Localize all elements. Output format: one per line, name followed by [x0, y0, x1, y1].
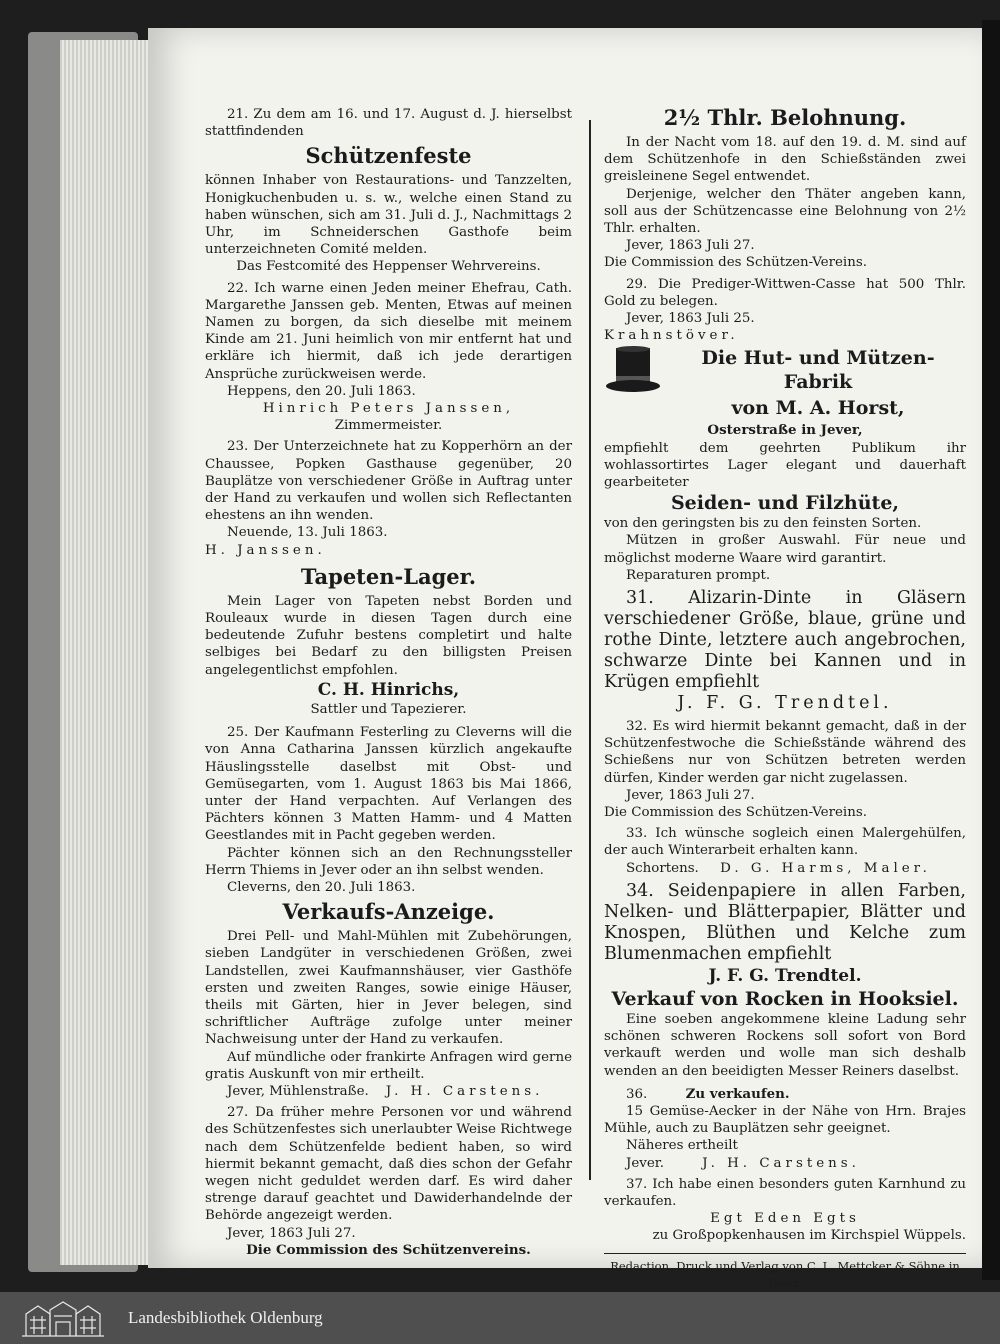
hutfabrik-body2: von den geringsten bis zu den feinsten Sorten. — [604, 516, 922, 532]
ad22-profession: Zimmermeister. — [334, 418, 443, 434]
ad31-signature: J. F. G. Trendtel. — [677, 693, 893, 714]
ad37-signature: Egt Eden Egts — [710, 1211, 860, 1227]
ad37-location: zu Großpopkenhausen im Kirchspiel Wüppels. — [652, 1228, 966, 1244]
ad33-place: Schortens. — [626, 860, 699, 876]
ad21-intro: 21. Zu dem am 16. und 17. August d. J. hierselbst stattfindenden — [205, 107, 572, 140]
ad34-signature: J. F. G. Trendtel. — [708, 965, 862, 986]
right-shadow — [982, 20, 1000, 1280]
hutfabrik-title1: Die Hut- und Mützen-Fabrik — [701, 347, 935, 394]
ad36-header — [604, 1086, 966, 1103]
imprint: Redaction, Druck und Verlag von C. L. Mettcker & Söhne in Jever. — [610, 1258, 960, 1290]
hutfabrik-heading: Seiden- und Filzhüte, — [670, 492, 900, 515]
imprint-rule — [604, 1253, 966, 1254]
ad23-signature: H. Janssen. — [205, 542, 326, 558]
ad36-heading: Zu verkaufen. — [685, 1085, 790, 1102]
page-edges — [60, 40, 152, 1265]
ad36-number: 36. — [626, 1086, 648, 1102]
hutfabrik-body4: Reparaturen prompt. — [626, 567, 771, 583]
ad33-sign-line — [604, 860, 966, 877]
ad29-body: 29. Die Prediger-Wittwen-Casse hat 500 Thlr. Gold zu belegen. — [604, 276, 966, 309]
ad36-signature: J. H. Carstens. — [702, 1155, 860, 1171]
ad33-signature: D. G. Harms, Maler. — [720, 860, 931, 876]
library-name: Landesbibliothek Oldenburg — [128, 1308, 323, 1327]
ad22-signature: Hinrich Peters Janssen, — [262, 401, 515, 417]
ad29-place: Jever, 1863 Juli 25. — [626, 311, 755, 327]
belohnung-place: Jever, 1863 Juli 27. — [626, 238, 755, 254]
ad23-body: 23. Der Unterzeichnete hat zu Kopperhörn an der Chaussee, Popken Gasthause gegenüber, 20 Bauplätze von verschiedener Größe in Auftrag unter der Hand zu verkaufen und wollen sich Reflectanten ehestens an ihn wenden. — [205, 439, 572, 524]
ad36-body: 15 Gemüse-Aecker in der Nähe von Hrn. Brajes Mühle, auch zu Bauplätzen sehr geeignet. — [604, 1103, 966, 1137]
tapeten-profession: Sattler und Tapezierer. — [310, 701, 467, 717]
verkauf-place: Jever, Mühlenstraße. — [227, 1083, 369, 1099]
ad31-body: 31. Alizarin-Dinte in Gläsern verschiedener Größe, blaue, grüne und rothe Dinte, letztere auch angebrochen, schwarze Dinte bei Kannen und in Krügen empfiehlt — [604, 588, 966, 693]
hutfabrik-address: Osterstraße in Jever, — [707, 422, 863, 439]
tapeten-signature: C. H. Hinrichs, — [317, 679, 460, 700]
ad29-signature: Krahnstöver. — [604, 328, 739, 344]
verkauf-sign-line — [205, 1083, 572, 1100]
verkauf-signature: J. H. Carstens. — [385, 1083, 544, 1099]
verkauf-heading: Verkaufs-Anzeige. — [282, 899, 495, 925]
library-footer — [0, 1292, 1000, 1344]
belohnung-signature: Die Commission des Schützen-Vereins. — [604, 255, 867, 271]
hutfabrik-body3: Mützen in großer Auswahl. Für neue und möglichst moderne Waare wird garantirt. — [604, 533, 966, 566]
belohnung-body2: Derjenige, welcher den Thäter angeben kann, soll aus der Schützencasse eine Belohnung von 2½ Thlr. erhalten. — [604, 186, 966, 237]
ad32-signature: Die Commission des Schützen-Vereins. — [604, 805, 867, 821]
ad21-signature: Das Festcomité des Heppenser Wehrvereins. — [236, 259, 541, 275]
ad36-place: Jever. — [626, 1155, 664, 1171]
ad21-body: können Inhaber von Restaurations- und Tanzzelten, Honigkuchenbuden u. s. w., welche einen Stand zu haben wünschen, sich am 31. Juli d. J., Nachmittags 2 Uhr, im Schneiderschen Gasthofe beim unterzeichneten Comité melden. — [205, 173, 572, 258]
hutfabrik-titles — [670, 344, 966, 422]
verkauf-body2: Auf mündliche oder frankirte Anfragen wird gerne gratis Auskunft von mir ertheilt. — [205, 1049, 572, 1082]
belohnung-body: In der Nacht vom 18. auf den 19. d. M. sind auf dem Schützenhofe in den Schießständen zwei greisleinene Segel entwendet. — [604, 135, 966, 185]
verkauf-body: Drei Pell- und Mahl-Mühlen mit Zubehörungen, sieben Landgüter in verschiedenen Größen, zwei Landstellen, zwei Kaufmannshäuser, vier Gasthöfe ersten und zweiten Ranges, sowie einige Häuser, theils mit Gärten, hier in Jever belegen, sind schriftlicher Aufträge zufolge unter meiner Nachweisung unter der Hand zu verkaufen. — [205, 929, 572, 1048]
ad32-body: 32. Es wird hiermit bekannt gemacht, daß in der Schützenfestwoche die Schießstände während des Schießens nur von Schützen betreten werden dürfen, Kinder werden gar nicht zugelassen. — [604, 719, 966, 786]
ad25-place: Cleverns, den 20. Juli 1863. — [227, 879, 416, 895]
top-hat-icon — [604, 346, 662, 394]
ad27-body: 27. Da früher mehre Personen vor und während des Schützenfestes sich unerlaubter Weise Richtwege nach dem Schützenfelde bedient haben, so wird hiermit bekannt gemacht, daß dies schon der Gefahr wegen nicht geduldet werden darf. Es wird daher strenge darauf geachtet und Dawiderhandelnde der Behörde angezeigt werden. — [205, 1105, 572, 1224]
right-column — [604, 102, 966, 1309]
tapeten-body: Mein Lager von Tapeten nebst Borden und Rouleaux wurde in diesen Tagen durch eine bedeutende Zufuhr bestens completirt und halte selbiges bei Bedarf zu den billigsten Preisen angelegentlichst empfohlen. — [205, 593, 572, 678]
ad37-body: 37. Ich habe einen besonders guten Karnhund zu verkaufen. — [604, 1176, 966, 1209]
ad22-body: 22. Ich warne einen Jeden meiner Ehefrau, Cath. Margarethe Janssen geb. Menten, Etwas auf meinen Namen zu borgen, da sich dieselbe mit meinem Kinde am 21. Juni heimlich von mir entfernt hat und erkläre ich hiermit, daß ich jede derartigen Ansprüche zurückweisen werde. — [205, 280, 572, 382]
ad25-body: 25. Der Kaufmann Festerling zu Cleverns will die von Anna Catharina Janssen kürzlich angekaufte Häuslingsstelle daselbst mit Obst- und Gemüsegarten, vom 1. August 1863 bis Mai 1866, unter der Hand verpachten. Auf Verlangen des Pächters können 3 Matten Hamm- und 4 Matten Geestlandes mit in Pacht gegeben werden. — [205, 725, 572, 844]
ad22-place: Heppens, den 20. Juli 1863. — [227, 383, 416, 399]
ad23-place: Neuende, 13. Juli 1863. — [227, 525, 388, 541]
belohnung-heading: 2½ Thlr. Belohnung. — [663, 105, 907, 130]
hutfabrik-header — [604, 344, 966, 422]
library-building-icon — [18, 1298, 108, 1338]
ad32-place: Jever, 1863 Juli 27. — [626, 787, 755, 803]
ad27-signature: Die Commission des Schützenvereins. — [246, 1241, 531, 1258]
ad33-body: 33. Ich wünsche sogleich einen Malergehülfen, der auch Winterarbeit erhalten kann. — [604, 826, 966, 859]
ad27-place: Jever, 1863 Juli 27. — [227, 1225, 356, 1241]
hutfabrik-body: empfiehlt dem geehrten Publikum ihr wohlassortirtes Lager elegant und dauerhaft gearbeiteter — [604, 440, 966, 491]
hutfabrik-title2: von M. A. Horst, — [731, 397, 905, 420]
rocken-heading: Verkauf von Rocken in Hooksiel. — [611, 987, 959, 1010]
rocken-body: Eine soeben angekommene kleine Ladung sehr schönen schweren Rockens soll sofort von Bord verkauft werden und wolle man sich deshalb wenden an den beeidigten Messer Reiners daselbst. — [604, 1011, 966, 1079]
tapeten-heading: Tapeten-Lager. — [300, 563, 477, 589]
ad36-sign-line — [604, 1155, 966, 1172]
left-column — [205, 106, 572, 1259]
ad34-body: 34. Seidenpapiere in allen Farben, Nelken- und Blätterpapier, Blätter und Knospen, Blüthen und Kelche zum Blumenmachen empfiehlt — [604, 880, 966, 964]
ad25-body2: Pächter können sich an den Rechnungssteller Herrn Thiems in Jever oder an ihn selbst wenden. — [205, 845, 572, 878]
column-divider — [589, 120, 591, 1180]
ad21-heading: Schützenfeste — [305, 143, 472, 169]
ad36-body2: Näheres ertheilt — [626, 1138, 738, 1154]
